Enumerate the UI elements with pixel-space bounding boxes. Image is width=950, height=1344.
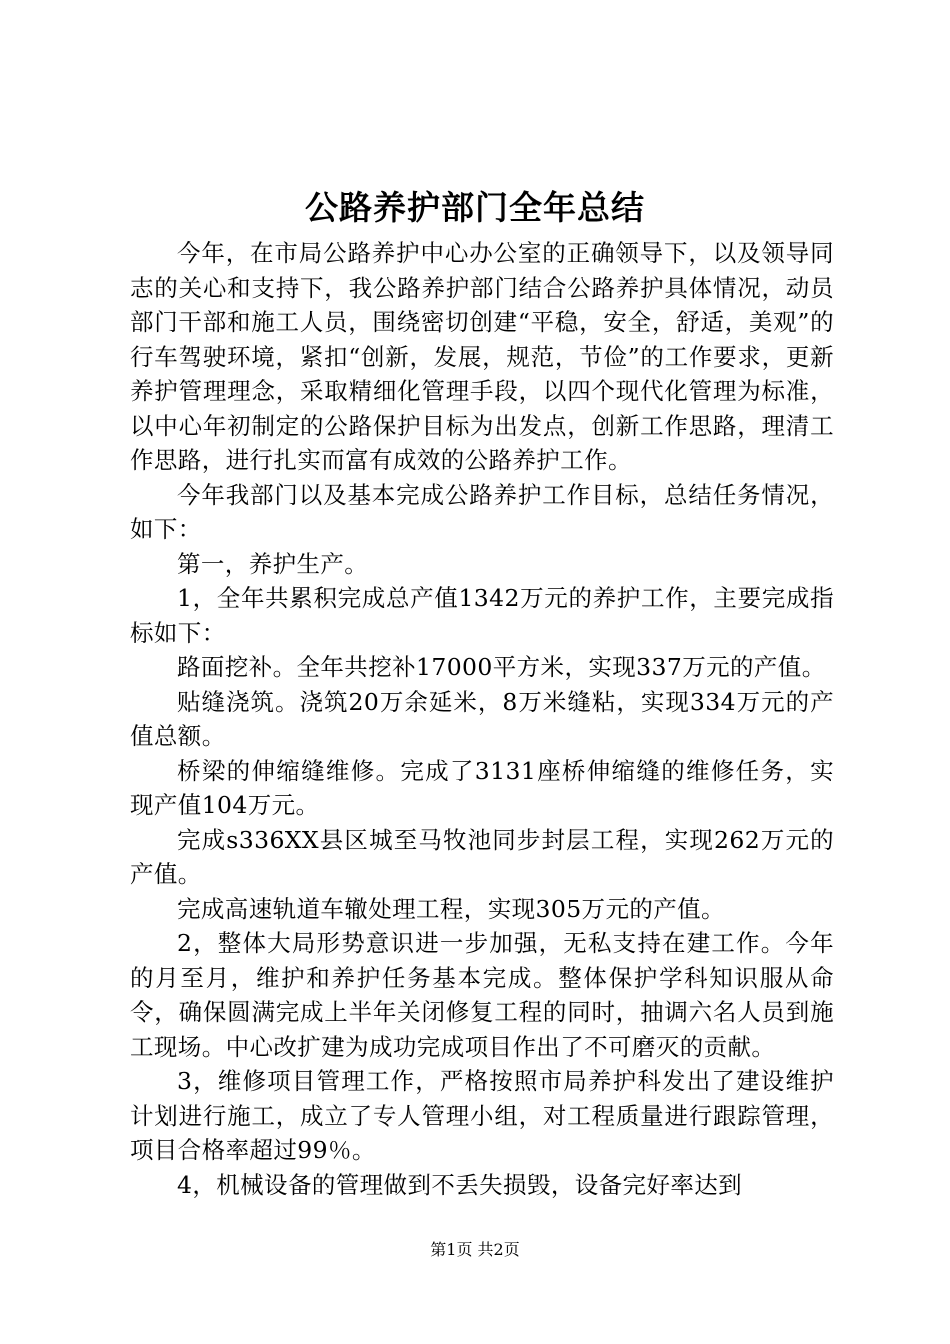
page-footer: 第1页 共2页 [430,1240,520,1259]
document-body [130,236,834,1202]
paragraph-item-3: 3，维修项目管理工作，严格按照市局养护科发出了建设维护计划进行施工，成立了专人管理小组，对工程质量进行跟踪管理，项目合格率超过99％。 [130,1067,834,1164]
paragraph-item-4: 4，机械设备的管理做到不丢失损毁，设备完好率达到 [177,1170,743,1199]
paragraph-item-2: 2，整体大局形势意识进一步加强，无私支持在建工作。今年的月至月，维护和养护任务基本完成。整体保护学科知识服从命令，确保圆满完成上半年关闭修复工程的同时，抽调六名人员到施工现场。中心改扩建为成功完成项目作出了不可磨灭的贡献。 [130,929,834,1061]
paragraph-crack-sealing: 贴缝浇筑。浇筑20万余延米，8万米缝粘，实现334万元的产值总额。 [130,687,834,750]
paragraph-seal-coat: 完成s336XX县区城至马牧池同步封层工程，实现262万元的产值。 [130,825,834,888]
paragraph-summary-lead: 今年我部门以及基本完成公路养护工作目标，总结任务情况，如下： [130,480,834,543]
paragraph-road-patching: 路面挖补。全年共挖补17000平方米，实现337万元的产值。 [177,653,826,681]
paragraph-intro: 今年，在市局公路养护中心办公室的正确领导下，以及领导同志的关心和支持下，我公路养护部门结合公路养护具体情况，动员部门干部和施工人员，围绕密切创建“平稳，安全，舒适，美观”的行车驾驶环境，紧扣“创新，发展，规范，节俭”的工作要求，更新养护管理理念，采取精细化管理手段，以四个现代化管理为标准，以中心年初制定的公路保护目标为出发点，创新工作思路，理清工作思路，进行扎实而富有成效的公路养护工作。 [130,239,834,474]
paragraph-rutting: 完成高速轨道车辙处理工程，实现305万元的产值。 [177,894,725,923]
section-heading-production: 第一，养护生产。 [177,549,369,578]
document-title: 公路养护部门全年总结 [305,188,645,227]
paragraph-bridge-joints: 桥梁的伸缩缝维修。完成了3131座桥伸缩缝的维修任务，实现产值104万元。 [130,756,834,819]
paragraph-item-1: 1，全年共累积完成总产值1342万元的养护工作，主要完成指标如下： [130,584,834,647]
